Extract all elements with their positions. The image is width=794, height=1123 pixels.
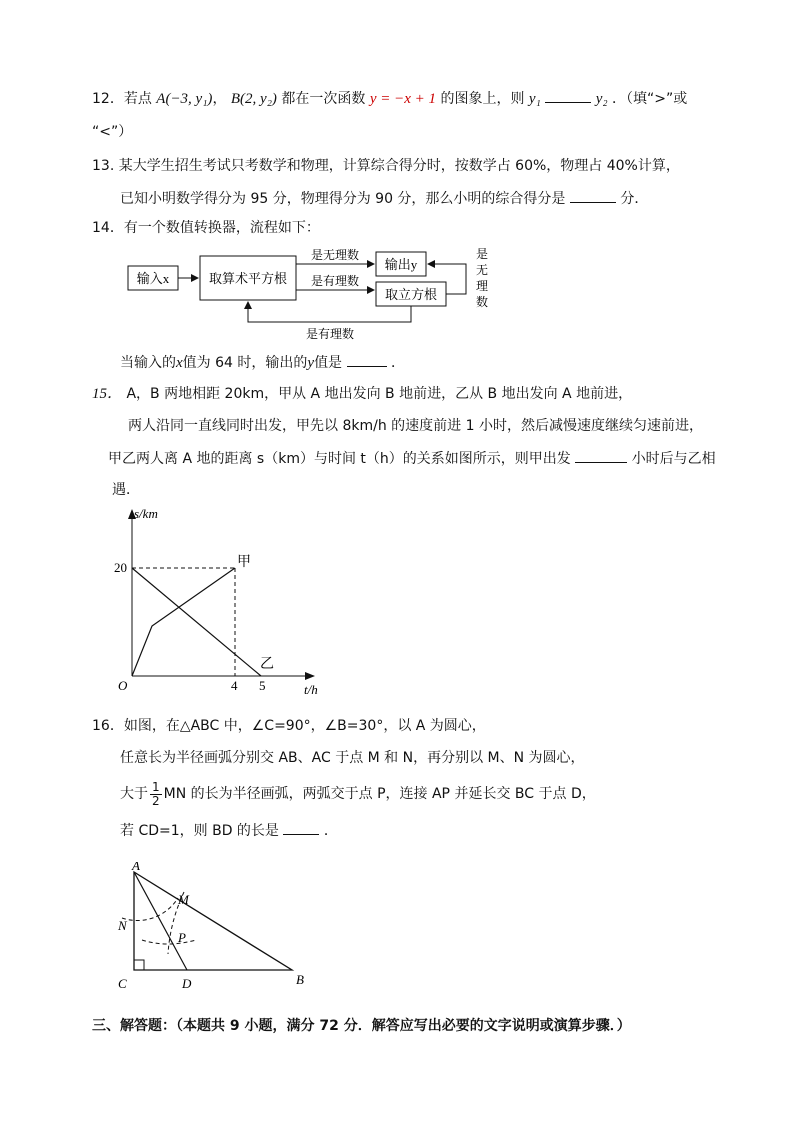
question-15-line2: 两人沿同一直线同时出发，甲先以 8km/h 的速度前进 1 小时，然后减慢速度继续匀速前进， (128, 418, 703, 434)
question-12-cont: “<”） (92, 124, 133, 140)
sqrt-box-label: 取算术平方根 (208, 271, 288, 286)
answer-blank-13[interactable] (570, 188, 616, 203)
label-a: A (132, 862, 140, 873)
distance-time-graph (104, 502, 334, 702)
fraction-half: $\frac{1}{2}$ (152, 779, 160, 808)
series-jia (132, 568, 235, 676)
label-c: C (118, 976, 127, 991)
triangle-figure (112, 862, 322, 997)
tick-5: 5 (259, 678, 266, 693)
cube-box-label: 取立方根 (384, 287, 438, 302)
series-yi (132, 568, 261, 676)
question-16-line3: 大于 $\frac{1}{2}$ MN 的长为半径画弧，两弧交于点 P，连接 AP 并延长交 BC 于点 D， (120, 779, 596, 808)
answer-blank-14[interactable] (347, 352, 387, 367)
x-axis-label: t/h (304, 682, 318, 697)
question-15-line4: 遇． (112, 482, 140, 498)
question-14-ask: 当输入的x值为 64 时，输出的y值是 ． (120, 352, 405, 373)
label-p: P (178, 930, 186, 945)
segment-ad (134, 872, 187, 970)
right-angle-mark (134, 960, 144, 970)
question-12: 12．若点 A(−3, y₁)， B(2, y₂) 都在一次函数 y = −x + 1 的图象上，则 y₁ y₂ ．（填“>”或 (92, 88, 687, 109)
question-15-line3: 甲乙两人离 A 地的距离 s（km）与时间 t（h）的关系如图所示，则甲出发 小时后与乙相 (108, 448, 716, 469)
question-13-line2: 已知小明数学得分为 95 分，物理得分为 90 分，那么小明的综合得分是 分． (120, 188, 648, 209)
loop-irrational-label: 是无理数 (475, 247, 489, 309)
answer-blank-15[interactable] (575, 448, 627, 463)
section-3-heading: 三、解答题：（本题共 9 小题，满分 72 分．解答应写出必要的文字说明或演算步骤．） (92, 1018, 631, 1034)
question-14-stem: 14．有一个数值转换器，流程如下： (92, 220, 320, 236)
arrow-rational-label: 是有理数 (310, 274, 360, 288)
output-box-label: 输出y (384, 257, 418, 272)
series-jia-label: 甲 (237, 555, 251, 570)
arrow-irrational-label: 是无理数 (310, 248, 360, 262)
triangle-abc (134, 872, 292, 970)
answer-blank-16[interactable] (283, 820, 319, 835)
question-16-line4: 若 CD=1，则 BD 的长是 ． (120, 820, 338, 841)
question-13-line1: 13. 某大学生招生考试只考数学和物理，计算综合得分时，按数学占 60%，物理占 40%计算， (92, 158, 680, 174)
label-b: B (296, 972, 304, 987)
input-box-label: 输入x (136, 271, 170, 286)
label-d: D (182, 976, 192, 991)
series-yi-label: 乙 (260, 657, 274, 672)
flowchart (120, 244, 510, 344)
answer-blank-12[interactable] (545, 88, 591, 103)
label-m: M (178, 892, 189, 907)
tick-4: 4 (231, 678, 238, 693)
origin-label: O (118, 678, 128, 693)
loop-rational-label: 是有理数 (305, 327, 355, 341)
question-16-line2: 任意长为半径画弧分别交 AB、AC 于点 M 和 N，再分别以 M、N 为圆心， (120, 750, 585, 766)
tick-20: 20 (114, 560, 127, 575)
question-16-line1: 16．如图，在△ABC 中，∠C=90°，∠B=30°，以 A 为圆心， (92, 718, 486, 734)
question-15-line1: 15． A，B 两地相距 20km，甲从 A 地出发向 B 地前进，乙从 B 地出发向 A 地前进， (92, 386, 633, 402)
y-axis-label: s/km (134, 506, 158, 521)
label-n: N (118, 918, 127, 933)
